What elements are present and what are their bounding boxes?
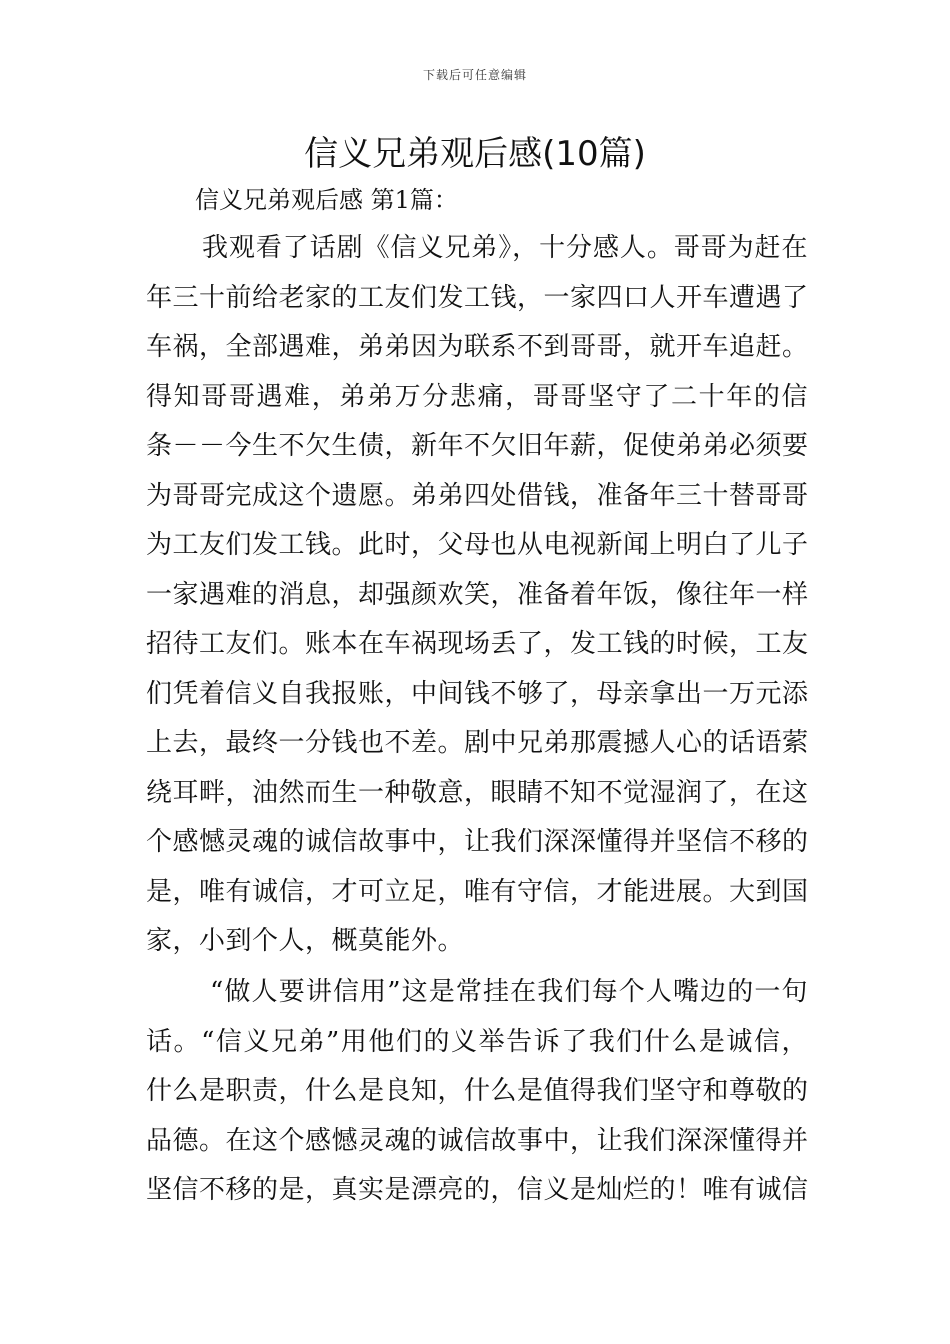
text-line: 条－－今生不欠生债，新年不欠旧年薪，促使弟弟必须要: [146, 431, 809, 461]
text-line: 个感憾灵魂的诚信故事中，让我们深深懂得并坚信不移的: [146, 827, 809, 857]
text-line: 品德。在这个感憾灵魂的诚信故事中，让我们深深懂得并: [146, 1125, 809, 1156]
text-line: 家，小到个人，概莫能外。: [146, 926, 465, 956]
text-line: 为哥哥完成这个遗愿。弟弟四处借钱，准备年三十替哥哥: [146, 480, 809, 511]
text-line: 年三十前给老家的工友们发工钱，一家四口人开车遭遇了: [146, 282, 809, 313]
text-line: 一家遇难的消息，却强颜欢笑，准备着年饭，像往年一样: [146, 579, 809, 610]
section-heading: 信义兄弟观后感 第1篇：: [195, 186, 458, 214]
text-line: “做人要讲信用”这是常挂在我们每个人嘴边的一句: [210, 977, 808, 1007]
text-line: 招待工友们。账本在车祸现场丢了，发工钱的时候，工友: [146, 629, 809, 659]
text-line: 什么是职责，什么是良知，什么是值得我们坚守和尊敬的: [146, 1076, 809, 1106]
document-title: 信义兄弟观后感(10篇): [304, 134, 646, 174]
text-line: 坚信不移的是，真实是漂亮的，信义是灿烂的！唯有诚信: [146, 1175, 809, 1205]
text-line: 是，唯有诚信，才可立足，唯有守信，才能进展。大到国: [146, 876, 809, 907]
text-line: 绕耳畔，油然而生一种敬意，眼睛不知不觉湿润了，在这: [146, 777, 809, 808]
text-line: 上去，最终一分钱也不差。剧中兄弟那震撼人心的话语萦: [146, 728, 809, 758]
paragraph-1: [146, 224, 808, 967]
text-line: 为工友们发工钱。此时，父母也从电视新闻上明白了儿子: [146, 530, 809, 560]
text-line: 我观看了话剧《信义兄弟》，十分感人。哥哥为赶在: [202, 233, 808, 263]
text-line: 们凭着信义自我报账，中间钱不够了，母亲拿出一万元添: [146, 678, 809, 709]
text-line: 得知哥哥遇难，弟弟万分悲痛，哥哥坚守了二十年的信: [146, 381, 808, 412]
header-note: 下载后可任意编辑: [422, 68, 527, 82]
paragraph-2: [146, 968, 808, 1216]
text-line: 话。“信义兄弟”用他们的义举告诉了我们什么是诚信，: [146, 1026, 808, 1057]
text-line: 车祸，全部遇难，弟弟因为联系不到哥哥，就开车追赶。: [146, 332, 809, 362]
